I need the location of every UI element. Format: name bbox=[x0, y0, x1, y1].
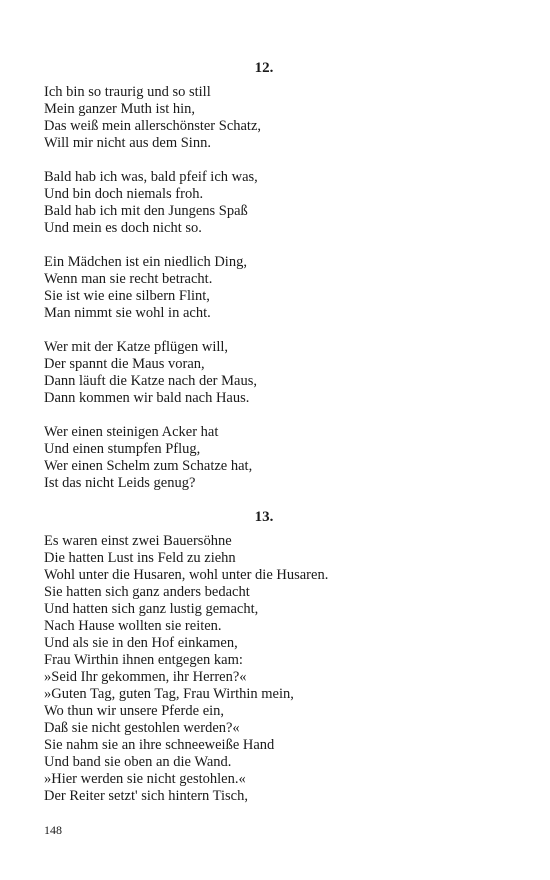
poem-number: 12. bbox=[254, 60, 274, 76]
verse-line: Es waren einst zwei Bauersöhne bbox=[44, 533, 232, 549]
verse-line: »Hier werden sie nicht gestohlen.« bbox=[44, 771, 246, 787]
verse-line: Der Reiter setzt' sich hintern Tisch, bbox=[44, 788, 248, 804]
verse-line: Dann kommen wir bald nach Haus. bbox=[44, 390, 250, 406]
verse-line: Frau Wirthin ihnen entgegen kam: bbox=[44, 652, 243, 668]
verse-line: Wohl unter die Husaren, wohl unter die Husaren. bbox=[44, 567, 329, 583]
stanza bbox=[44, 533, 484, 805]
verse-line: Wer einen Schelm zum Schatze hat, bbox=[44, 458, 253, 474]
verse-line: Und als sie in den Hof einkamen, bbox=[44, 635, 238, 651]
verse-line: Und einen stumpfen Pflug, bbox=[44, 441, 201, 457]
verse-line: Wer einen steinigen Acker hat bbox=[44, 424, 219, 440]
verse-line: Ich bin so traurig und so still bbox=[44, 84, 211, 100]
verse-line: Bald hab ich mit den Jungens Spaß bbox=[44, 203, 248, 219]
stanza bbox=[44, 339, 484, 407]
verse-line: Mein ganzer Muth ist hin, bbox=[44, 101, 196, 117]
page-content bbox=[44, 0, 484, 822]
verse-line: Und hatten sich ganz lustig gemacht, bbox=[44, 601, 259, 617]
verse-line: Und band sie oben an die Wand. bbox=[44, 754, 232, 770]
verse-line: Nach Hause wollten sie reiten. bbox=[44, 618, 222, 634]
verse-line: Die hatten Lust ins Feld zu ziehn bbox=[44, 550, 236, 566]
verse-line: Sie ist wie eine silbern Flint, bbox=[44, 288, 210, 304]
verse-line: Wenn man sie recht betracht. bbox=[44, 271, 213, 287]
verse-line: Ist das nicht Leids genug? bbox=[44, 475, 196, 491]
verse-line: Wer mit der Katze pflügen will, bbox=[44, 339, 229, 355]
poem bbox=[44, 60, 484, 492]
verse-line: Man nimmt sie wohl in acht. bbox=[44, 305, 211, 321]
stanza bbox=[44, 84, 484, 152]
verse-line: Sie hatten sich ganz anders bedacht bbox=[44, 584, 250, 600]
stanza bbox=[44, 424, 484, 492]
verse-line: »Seid Ihr gekommen, ihr Herren?« bbox=[44, 669, 247, 685]
verse-line: Und mein es doch nicht so. bbox=[44, 220, 202, 236]
verse-line: Daß sie nicht gestohlen werden?« bbox=[44, 720, 240, 736]
verse-line: Der spannt die Maus voran, bbox=[44, 356, 205, 372]
stanza bbox=[44, 254, 484, 322]
verse-line: Will mir nicht aus dem Sinn. bbox=[44, 135, 211, 151]
poem bbox=[44, 509, 484, 805]
page-number: 148 bbox=[44, 823, 62, 837]
verse-line: Bald hab ich was, bald pfeif ich was, bbox=[44, 169, 258, 185]
stanza bbox=[44, 169, 484, 237]
verse-line: Das weiß mein allerschönster Schatz, bbox=[44, 118, 262, 134]
verse-line: Dann läuft die Katze nach der Maus, bbox=[44, 373, 257, 389]
verse-line: Wo thun wir unsere Pferde ein, bbox=[44, 703, 225, 719]
verse-line: Und bin doch niemals froh. bbox=[44, 186, 204, 202]
verse-line: »Guten Tag, guten Tag, Frau Wirthin mein, bbox=[44, 686, 294, 702]
verse-line: Sie nahm sie an ihre schneeweiße Hand bbox=[44, 737, 275, 753]
verse-line: Ein Mädchen ist ein niedlich Ding, bbox=[44, 254, 247, 270]
poem-number: 13. bbox=[254, 509, 274, 525]
